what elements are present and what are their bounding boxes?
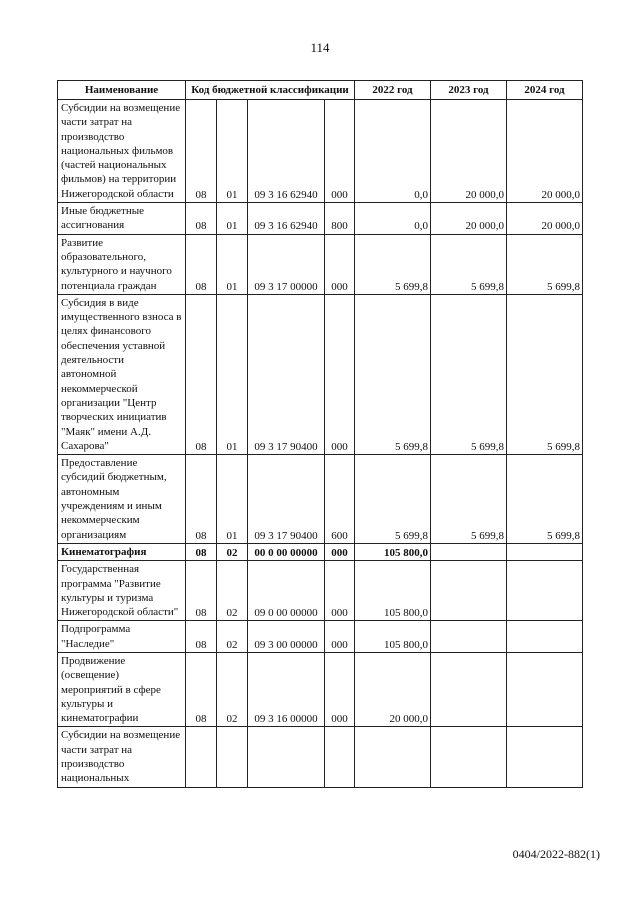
row-value-2023: 20 000,0 [431, 203, 507, 235]
row-value-2022 [355, 727, 431, 787]
row-value-2024 [507, 561, 583, 621]
row-name-cell: Кинематография [58, 543, 186, 560]
budget-table [57, 80, 583, 788]
table-row [58, 561, 583, 621]
row-value-2022: 105 800,0 [355, 621, 431, 653]
row-subsection-code [217, 727, 248, 787]
row-value-2024 [507, 543, 583, 560]
row-section-code [186, 727, 217, 787]
row-value-2022: 5 699,8 [355, 294, 431, 454]
row-target-code: 09 3 16 62940 [248, 100, 325, 203]
row-name-cell: Субсидия в виде имущественного взноса в целях финансового обеспечения уставной деятельности автономной некоммерческой организации "Центр творческих инициатив "Маяк" имени А.Д. Сахарова" [58, 294, 186, 454]
row-section-code: 08 [186, 652, 217, 726]
row-target-code: 09 3 16 62940 [248, 203, 325, 235]
row-value-2024 [507, 652, 583, 726]
row-expense-type-code: 000 [325, 621, 355, 653]
row-expense-type-code: 000 [325, 294, 355, 454]
row-name-cell: Продвижение (освещение) мероприятий в сфере культуры и кинематографии [58, 652, 186, 726]
row-value-2023 [431, 652, 507, 726]
row-target-code: 09 3 00 00000 [248, 621, 325, 653]
row-section-code: 08 [186, 621, 217, 653]
row-expense-type-code: 000 [325, 652, 355, 726]
row-expense-type-code: 000 [325, 234, 355, 294]
header-code: Код бюджетной классификации [186, 81, 355, 100]
row-value-2024: 20 000,0 [507, 203, 583, 235]
row-value-2024 [507, 727, 583, 787]
row-target-code: 09 3 17 90400 [248, 455, 325, 544]
row-name-cell: Предоставление субсидий бюджетным, автономным учреждениям и иным некоммерческим организациям [58, 455, 186, 544]
table-row [58, 652, 583, 726]
row-value-2022: 105 800,0 [355, 561, 431, 621]
table-row [58, 100, 583, 203]
row-expense-type-code: 000 [325, 543, 355, 560]
row-target-code: 09 3 17 90400 [248, 294, 325, 454]
row-value-2023: 5 699,8 [431, 234, 507, 294]
row-name-cell: Государственная программа "Развитие культуры и туризма Нижегородской области" [58, 561, 186, 621]
row-value-2022: 0,0 [355, 100, 431, 203]
row-target-code: 09 3 16 00000 [248, 652, 325, 726]
row-section-code: 08 [186, 234, 217, 294]
header-2023: 2023 год [431, 81, 507, 100]
table-row [58, 543, 583, 560]
document-code: 0404/2022-882(1) [512, 847, 600, 861]
row-value-2023 [431, 621, 507, 653]
row-subsection-code: 01 [217, 100, 248, 203]
row-value-2022: 20 000,0 [355, 652, 431, 726]
row-expense-type-code: 800 [325, 203, 355, 235]
table-row [58, 455, 583, 544]
row-name-cell: Субсидии на возмещение части затрат на производство национальных [58, 727, 186, 787]
row-section-code: 08 [186, 455, 217, 544]
row-target-code [248, 727, 325, 787]
row-subsection-code: 01 [217, 234, 248, 294]
row-section-code: 08 [186, 543, 217, 560]
table-body [58, 100, 583, 788]
row-expense-type-code: 000 [325, 100, 355, 203]
row-value-2024 [507, 621, 583, 653]
row-subsection-code: 02 [217, 652, 248, 726]
row-subsection-code: 01 [217, 203, 248, 235]
row-name-cell: Иные бюджетные ассигнования [58, 203, 186, 235]
row-section-code: 08 [186, 100, 217, 203]
table-row [58, 294, 583, 454]
row-section-code: 08 [186, 203, 217, 235]
row-subsection-code: 02 [217, 543, 248, 560]
row-section-code: 08 [186, 294, 217, 454]
row-value-2024: 20 000,0 [507, 100, 583, 203]
table-row [58, 234, 583, 294]
header-name: Наименование [58, 81, 186, 100]
row-name-cell: Подпрограмма "Наследие" [58, 621, 186, 653]
row-subsection-code: 02 [217, 621, 248, 653]
row-value-2024: 5 699,8 [507, 294, 583, 454]
row-value-2024: 5 699,8 [507, 455, 583, 544]
header-2024: 2024 год [507, 81, 583, 100]
row-expense-type-code: 000 [325, 561, 355, 621]
row-value-2023 [431, 561, 507, 621]
row-name-cell: Развитие образовательного, культурного и научного потенциала граждан [58, 234, 186, 294]
table-row [58, 203, 583, 235]
row-expense-type-code: 600 [325, 455, 355, 544]
row-section-code: 08 [186, 561, 217, 621]
row-target-code: 09 3 17 00000 [248, 234, 325, 294]
row-target-code: 00 0 00 00000 [248, 543, 325, 560]
row-expense-type-code [325, 727, 355, 787]
row-target-code: 09 0 00 00000 [248, 561, 325, 621]
row-subsection-code: 02 [217, 561, 248, 621]
table-header-row [58, 81, 583, 100]
row-name-cell: Субсидии на возмещение части затрат на производство национальных фильмов (частей национальных фильмов) на территории Нижегородской области [58, 100, 186, 203]
row-value-2023: 5 699,8 [431, 294, 507, 454]
row-value-2023: 5 699,8 [431, 455, 507, 544]
row-value-2023 [431, 727, 507, 787]
page-number: 114 [310, 40, 330, 55]
table-row [58, 727, 583, 787]
row-subsection-code: 01 [217, 455, 248, 544]
header-2022: 2022 год [355, 81, 431, 100]
row-subsection-code: 01 [217, 294, 248, 454]
table-row [58, 621, 583, 653]
row-value-2022: 5 699,8 [355, 455, 431, 544]
row-value-2022: 0,0 [355, 203, 431, 235]
row-value-2022: 5 699,8 [355, 234, 431, 294]
row-value-2022: 105 800,0 [355, 543, 431, 560]
row-value-2023: 20 000,0 [431, 100, 507, 203]
row-value-2023 [431, 543, 507, 560]
row-value-2024: 5 699,8 [507, 234, 583, 294]
